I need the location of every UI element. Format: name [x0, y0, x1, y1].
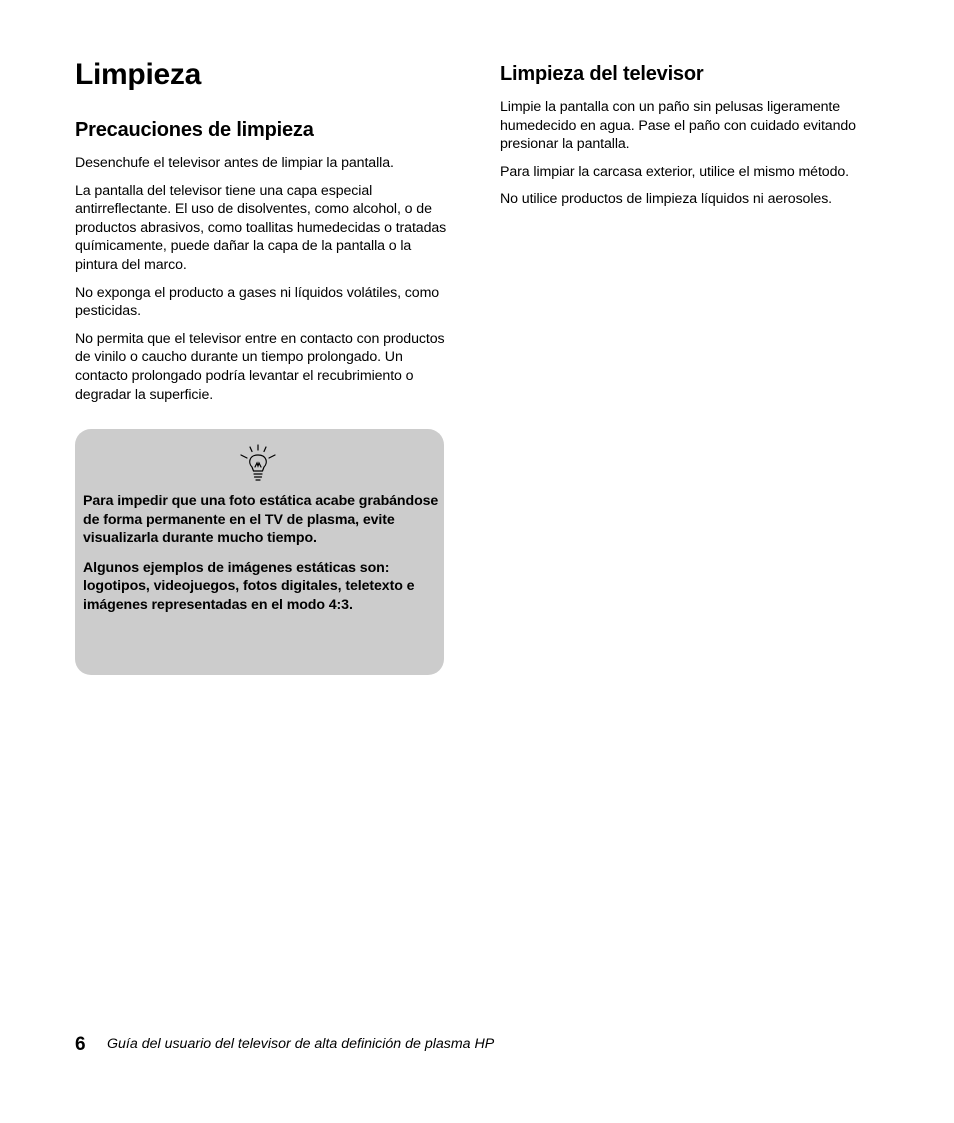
paragraph: Limpie la pantalla con un paño sin pelusas ligeramente humedecido en agua. Pase el paño con cuidado evitando presionar la pantalla.	[500, 99, 856, 153]
paragraph: Para limpiar la carcasa exterior, utilice el mismo método.	[500, 163, 850, 180]
section-heading-tv-cleaning: Limpieza del televisor	[500, 63, 704, 85]
page-number: 6	[75, 1034, 86, 1055]
section-heading-precautions: Precauciones de limpieza	[75, 119, 314, 141]
tip-content	[83, 492, 439, 625]
footer-document-title: Guía del usuario del televisor de alta definición de plasma HP	[107, 1036, 495, 1052]
page-footer	[75, 1034, 494, 1056]
tip-paragraph: Para impedir que una foto estática acabe grabándose de forma permanente en el TV de plasma, evite visualizarla durante mucho tiempo.	[83, 493, 439, 546]
paragraph: La pantalla del televisor tiene una capa especial antirreflectante. El uso de disolventes, como alcohol, o de productos abrasivos, como toallitas humedecidas o tratadas químicamente, puede dañar la capa de la pantalla o la pintura del marco.	[75, 182, 447, 273]
paragraph: Desenchufe el televisor antes de limpiar la pantalla.	[75, 155, 394, 171]
paragraph: No utilice productos de limpieza líquidos ni aerosoles.	[500, 191, 833, 208]
page-title: Limpieza	[75, 58, 201, 91]
tip-paragraph: Algunos ejemplos de imágenes estáticas son: logotipos, videojuegos, fotos digitales, teletexto e imágenes representadas en el modo 4:3.	[83, 559, 415, 613]
paragraph: No permita que el televisor entre en contacto con productos de vinilo o caucho durante un tiempo prolongado. Un contacto prolongado podría levantar el recubrimiento o degradar la superficie.	[75, 330, 445, 403]
lightbulb-icon	[238, 443, 278, 485]
paragraph: No exponga el producto a gases ni líquidos volátiles, como pesticidas.	[75, 284, 440, 320]
tv-cleaning-section	[500, 60, 880, 218]
cleaning-precautions-section	[75, 116, 447, 413]
